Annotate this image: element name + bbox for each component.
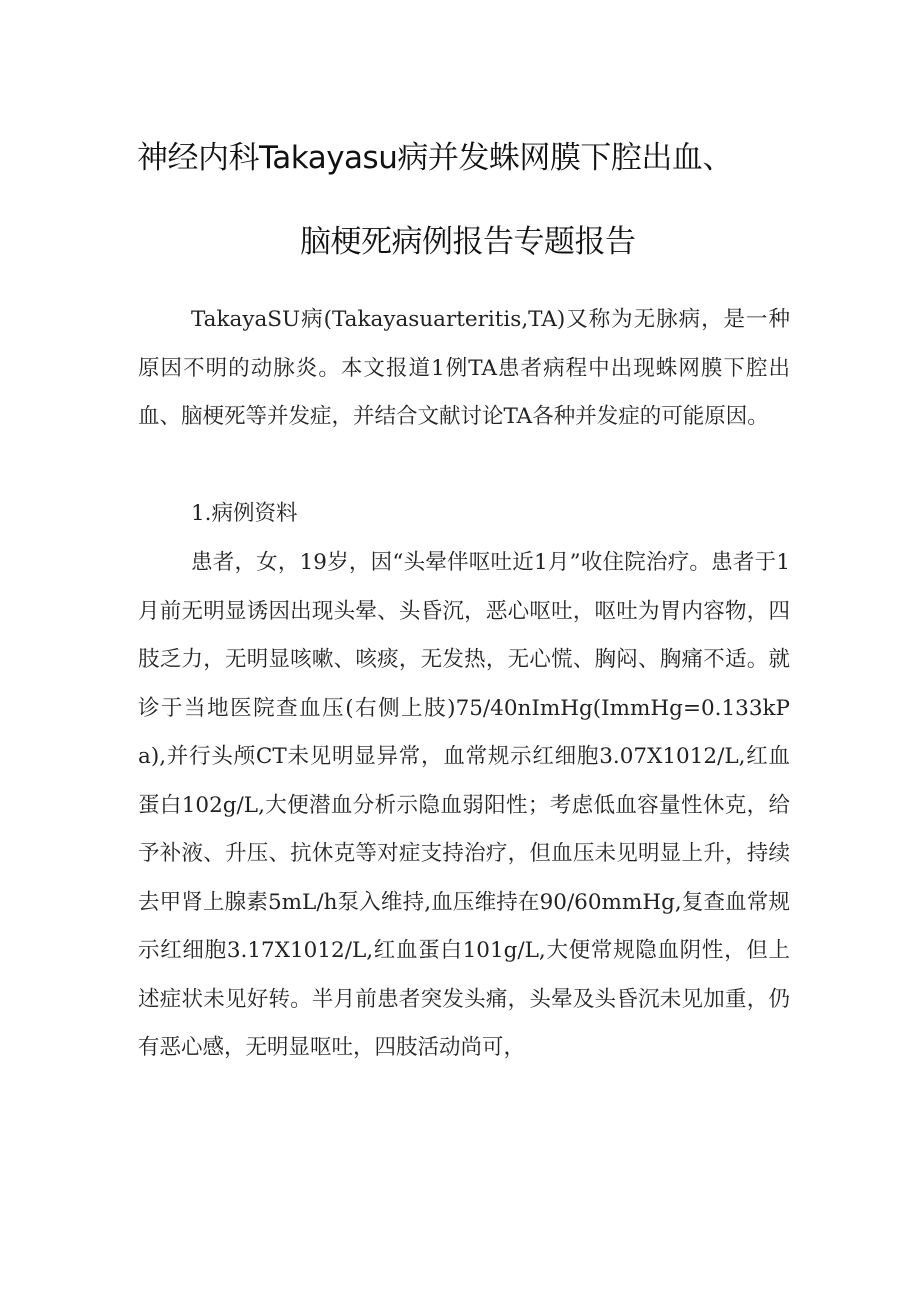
document-title-line-2: 脑梗死病例报告专题报告: [300, 224, 636, 260]
case-paragraph: 患者，女，19岁，因“头晕伴呕吐近1月”收住院治疗。患者于1月前无明显诱因出现头晕、头昏沉，恶心呕吐，呕吐为胃内容物，四肢乏力，无明显咳嗽、咳痰，无发热，无心慌、胸闷、胸痛不适。就诊于当地医院查血压(右侧上肢)75/40nImHg(ImmHg=0.133kPa),并行头颅CT未见明显异常，血常规示红细胞3.07X1012/L,红血蛋白102g/L,大便潜血分析示隐血弱阳性；考虑低血容量性休克，给予补液、升压、抗休克等对症支持治疗，但血压未见明显上升，持续去甲肾上腺素5mL/h泵入维持,血压维持在90/60mmHg,复查血常规示红细胞3.17X1012/L,红血蛋白101g/L,大便常规隐血阴性，但上述症状未见好转。半月前患者突发头痛，头晕及头昏沉未见加重，仍有恶心感，无明显呕吐，四肢活动尚可，: [138, 550, 790, 1060]
document-title-line-1: 神经内科Takayasu病并发蛛网膜下腔出血、: [137, 140, 733, 176]
intro-paragraph: TakayaSU病(Takayasuarteritis,TA)又称为无脉病，是一种原因不明的动脉炎。本文报道1例TA患者病程中出现蛛网膜下腔出血、脑梗死等并发症，并结合文献讨论TA各种并发症的可能原因。: [138, 307, 790, 429]
section-heading: 1.病例资料: [191, 501, 298, 526]
